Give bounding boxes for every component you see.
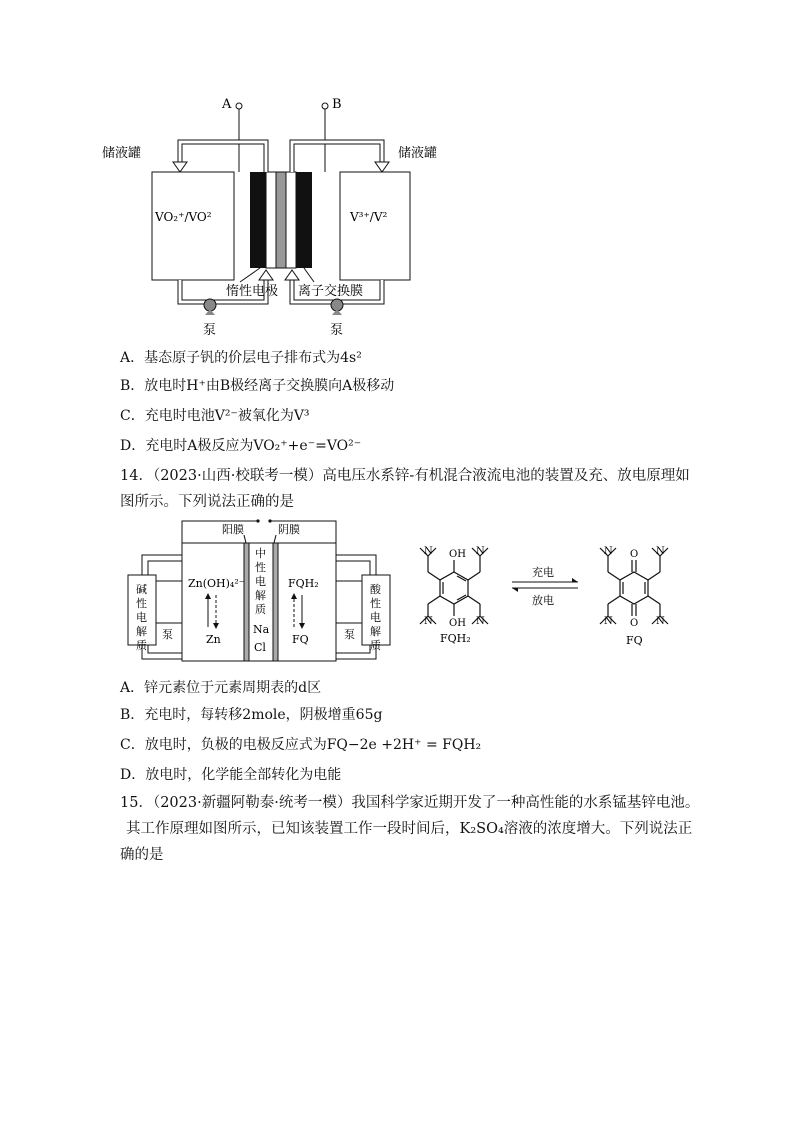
q15-stem [120, 790, 700, 868]
svg-text:质: 质 [370, 639, 381, 652]
svg-text:质: 质 [136, 639, 147, 652]
svg-text:解: 解 [255, 589, 266, 602]
left-pump-label: 泵 [203, 323, 217, 338]
svg-text:性: 性 [136, 597, 147, 610]
zinc-label: Zn [206, 633, 221, 646]
q13-option-c: C．充电时电池V²⁻被氧化为V³ [120, 408, 310, 424]
neutral-electrolyte-label [255, 546, 266, 616]
fqh2-n-1: N [424, 546, 433, 557]
cation-membrane-label: 阳膜 [222, 523, 244, 536]
alkaline-electrolyte-label [136, 582, 147, 652]
fqh2-n-2: N [476, 546, 485, 557]
fq-n-4: N [656, 616, 665, 627]
fqh2-molecule-label: FQH₂ [440, 632, 471, 645]
q13-option-d: D．充电时A极反应为VO₂⁺+e⁻=VO²⁻ [120, 438, 362, 454]
fq-o-top: O [630, 549, 639, 560]
svg-text:酸: 酸 [370, 583, 381, 596]
fq-n-1: N [604, 546, 613, 557]
q14-stem [120, 463, 700, 515]
q13-option-b: B．放电时H⁺由B极经离子交换膜向A极移动 [120, 378, 395, 394]
left-solution: VO₂⁺/VO² [155, 210, 212, 224]
anion-membrane-label: 阴膜 [278, 523, 300, 536]
flow-battery-diagram [100, 90, 500, 340]
membrane-label: 离子交换膜 [298, 284, 364, 299]
svg-text:电: 电 [370, 611, 381, 624]
left-pump-label-14: 泵 [162, 628, 173, 641]
fqh2-fq-reaction-diagram [400, 530, 700, 655]
zinc-organic-battery-diagram [120, 515, 405, 665]
fq-n-3: N [604, 616, 613, 627]
left-tank-label: 储液罐 [102, 146, 142, 161]
right-pump-icon [331, 299, 343, 315]
q14-stem-line-2: 图所示。下列说法正确的是 [120, 494, 294, 510]
right-pump-label-14: 泵 [344, 628, 355, 641]
svg-text:碱: 碱 [136, 583, 147, 596]
svg-text:解: 解 [136, 625, 147, 638]
left-pump-icon [204, 299, 216, 315]
fq-n-2: N [656, 546, 665, 557]
fqh2-oh-top: OH [449, 549, 466, 560]
fq-label: FQ [292, 633, 309, 646]
sodium-label: Na [253, 623, 270, 636]
q15-stem-line-3: 确的是 [120, 847, 164, 863]
terminal-a-label: A [222, 97, 232, 112]
q15-stem-line-2: 其工作原理如图所示，已知该装置工作一段时间后，K₂SO₄溶液的浓度增大。下列说法正 [126, 821, 693, 837]
svg-text:解: 解 [370, 625, 381, 638]
fq-molecule-label: FQ [626, 634, 643, 647]
charge-label: 充电 [532, 566, 554, 579]
right-solution: V³⁺/V² [350, 210, 388, 224]
zinc-complex-label: Zn(OH)₄²⁻ [188, 577, 245, 590]
acidic-electrolyte-label [370, 582, 382, 652]
right-tank-label: 储液罐 [398, 146, 438, 161]
fq-o-bottom: O [630, 618, 639, 629]
q14-option-c: C．放电时，负极的电极反应式为FQ−2e +2H⁺ = FQH₂ [120, 737, 482, 753]
svg-text:性: 性 [370, 597, 381, 610]
q13-option-a: A．基态原子钒的价层电子排布式为4s² [120, 350, 362, 366]
svg-text:中: 中 [255, 547, 266, 560]
q15-stem-line-1: 15．（2023·新疆阿勒泰·统考一模）我国科学家近期开发了一种高性能的水系锰基锌电池。 [120, 795, 700, 811]
fqh2-label: FQH₂ [288, 577, 319, 590]
chloride-label: Cl [254, 641, 266, 654]
discharge-label: 放电 [532, 594, 554, 607]
q14-stem-line-1: 14．（2023·山西·校联考一模）高电压水系锌-有机混合液流电池的装置及充、放电原理如 [120, 468, 690, 484]
fqh2-n-4: N [476, 616, 485, 627]
svg-text:电: 电 [136, 611, 147, 624]
terminal-b-label: B [332, 97, 342, 112]
svg-text:电: 电 [255, 575, 266, 588]
svg-text:性: 性 [255, 561, 266, 574]
q14-option-d: D．放电时，化学能全部转化为电能 [120, 767, 342, 783]
electrode-label: 惰性电极 [226, 284, 279, 299]
svg-text:质: 质 [255, 603, 266, 616]
right-pump-label: 泵 [330, 323, 344, 338]
q14-option-a: A．锌元素位于元素周期表的d区 [120, 680, 322, 696]
q14-option-b: B．充电时，每转移2mole，阴极增重65g [120, 707, 383, 723]
fqh2-n-3: N [424, 616, 433, 627]
fqh2-oh-bottom: OH [449, 618, 466, 629]
